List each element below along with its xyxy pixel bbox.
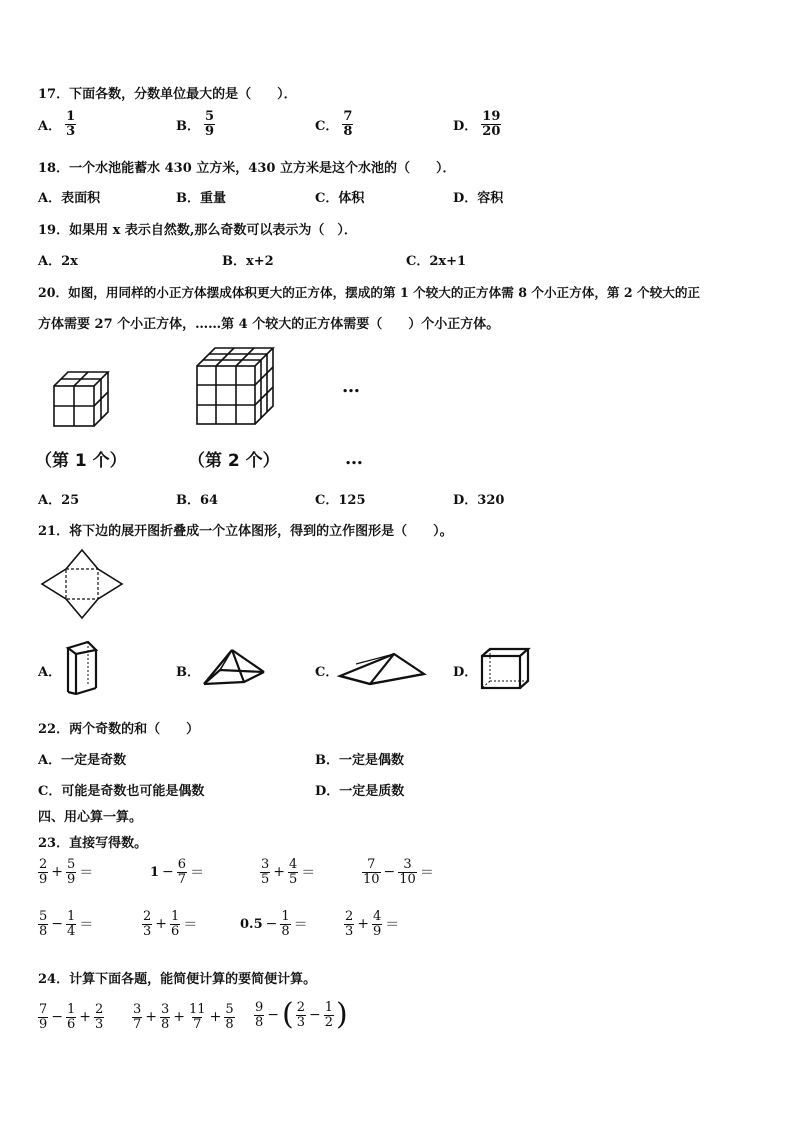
q24-stem: 24．计算下面各题，能简便计算的要简便计算。 bbox=[38, 972, 317, 987]
fraction: $\frac{19}{20}$ bbox=[482, 109, 501, 139]
triangular-prism-icon bbox=[336, 646, 428, 690]
option-label: B． bbox=[176, 118, 200, 134]
fraction: $\frac{1}{3}$ bbox=[66, 109, 76, 139]
q18-option-c[interactable]: C．体积 bbox=[315, 191, 365, 206]
q23-expr-5: $\frac{5}{8}$ − $\frac{1}{4}$ ＝ bbox=[39, 909, 94, 939]
q23-expr-6: $\frac{2}{3}$ + $\frac{1}{6}$ ＝ bbox=[143, 909, 198, 939]
q22-stem: 22．两个奇数的和（ ） bbox=[38, 722, 200, 737]
q24-expr-1: $\frac{7}{9}$ − $\frac{1}{6}$ + $\frac{2}{3}$ bbox=[39, 1002, 104, 1032]
q23-stem: 23．直接写得数。 bbox=[38, 836, 148, 851]
cube-3x3x3-figure bbox=[193, 344, 277, 428]
q20-option-d[interactable]: D．320 bbox=[453, 493, 505, 508]
fraction: $\frac{7}{8}$ bbox=[343, 109, 353, 139]
q18-option-d[interactable]: D．容积 bbox=[453, 191, 504, 206]
q18-stem: 18．一个水池能蓄水 430 立方米，430 立方米是这个水池的（ ）． bbox=[38, 161, 456, 176]
q24-expr-2: $\frac{3}{7}$ + $\frac{3}{8}$ + $\frac{11}{7}$ + $\frac{5}{8}$ bbox=[133, 1002, 234, 1032]
q22-option-a[interactable]: A．一定是奇数 bbox=[38, 753, 127, 768]
option-label: C． bbox=[315, 118, 339, 134]
cube-option-icon bbox=[478, 646, 532, 692]
option-label: A． bbox=[38, 118, 62, 134]
q21-option-a[interactable]: A． bbox=[38, 665, 62, 680]
cube-2x2x2-figure bbox=[50, 368, 112, 430]
q20-stem-line1: 20．如图，用同样的小正方体摆成体积更大的正方体，摆成的第 1 个较大的正方体需 8 个小正方体，第 2 个较大的正 bbox=[38, 285, 701, 300]
q18-option-a[interactable]: A．表面积 bbox=[38, 191, 101, 206]
fraction: $\frac{5}{9}$ bbox=[205, 109, 215, 139]
option-label: D． bbox=[453, 118, 478, 134]
q20-stem-line2: 方体需要 27 个小正方体，……第 4 个较大的正方体需要（ ）个小正方体。 bbox=[38, 317, 500, 332]
square-pyramid-icon bbox=[198, 646, 268, 690]
prism-upright-icon bbox=[62, 636, 102, 698]
q23-expr-7: 0.5 − $\frac{1}{8}$ ＝ bbox=[240, 909, 308, 939]
q17-option-a[interactable] bbox=[38, 110, 76, 138]
q23-expr-2: 1 − $\frac{6}{7}$ ＝ bbox=[150, 857, 205, 887]
q23-expr-1: $\frac{2}{9}$ + $\frac{5}{9}$ ＝ bbox=[39, 857, 94, 887]
q20-option-a[interactable]: A．25 bbox=[38, 493, 80, 508]
ellipsis-bottom: … bbox=[345, 448, 363, 469]
pyramid-net-figure bbox=[40, 547, 124, 621]
q23-expr-8: $\frac{2}{3}$ + $\frac{4}{9}$ ＝ bbox=[345, 909, 400, 939]
section-heading: 四、用心算一算。 bbox=[38, 810, 143, 825]
q21-stem: 21．将下边的展开图折叠成一个立体图形，得到的立作图形是（ ）。 bbox=[38, 524, 453, 539]
q19-option-c[interactable]: C．2x+1 bbox=[406, 254, 467, 269]
q19-option-b[interactable]: B．x+2 bbox=[222, 254, 274, 269]
q17-option-d[interactable] bbox=[453, 110, 501, 138]
cube-2-caption: （第 2 个） bbox=[188, 451, 280, 471]
q17-option-c[interactable] bbox=[315, 110, 353, 138]
q22-option-d[interactable]: D．一定是质数 bbox=[315, 784, 405, 799]
q23-expr-4: $\frac{7}{10}$ − $\frac{3}{10}$ ＝ bbox=[363, 857, 434, 887]
q21-option-c[interactable]: C． bbox=[315, 665, 339, 680]
cube-1-caption: （第 1 个） bbox=[35, 451, 127, 471]
q21-option-b[interactable]: B． bbox=[176, 665, 200, 680]
q17-option-b[interactable] bbox=[176, 110, 215, 138]
q20-option-b[interactable]: B．64 bbox=[176, 493, 219, 508]
q23-expr-3: $\frac{3}{5}$ + $\frac{4}{5}$ ＝ bbox=[261, 857, 316, 887]
q19-stem: 19．如果用 x 表示自然数,那么奇数可以表示为（ ）． bbox=[38, 223, 357, 238]
q19-option-a[interactable]: A．2x bbox=[38, 254, 78, 269]
q22-option-b[interactable]: B．一定是偶数 bbox=[315, 753, 404, 768]
q20-option-c[interactable]: C．125 bbox=[315, 493, 366, 508]
q18-option-b[interactable]: B．重量 bbox=[176, 191, 226, 206]
q24-expr-3: $\frac{9}{8}$ − ( $\frac{2}{3}$ − $\frac{1}{2}$ ) bbox=[255, 997, 348, 1032]
ellipsis-top: … bbox=[342, 376, 360, 397]
q21-option-d[interactable]: D． bbox=[453, 665, 478, 680]
q17-stem: 17．下面各数，分数单位最大的是（ ）． bbox=[38, 87, 297, 102]
q22-option-c[interactable]: C．可能是奇数也可能是偶数 bbox=[38, 784, 205, 799]
